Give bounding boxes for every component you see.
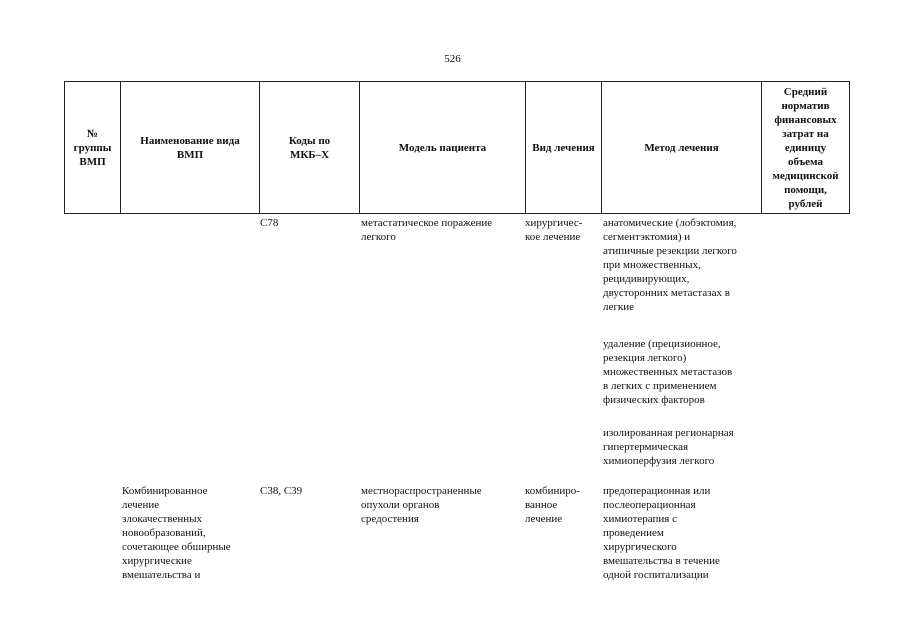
cell-text: Комбинированное xyxy=(122,485,208,497)
cell-text: множественных метастазов xyxy=(603,366,733,378)
cell-text: легкие xyxy=(603,301,634,313)
cell-text: сегментэктомия) и xyxy=(603,231,691,243)
cell-text: лечение xyxy=(525,513,563,525)
header-text: Наименование вида xyxy=(140,134,240,147)
header-average-cost xyxy=(762,82,850,214)
cell-text: вмешательства в течение xyxy=(603,555,720,567)
header-icd-codes xyxy=(260,82,360,214)
cell-text: злокачественных xyxy=(122,513,203,525)
treatment-method-block xyxy=(603,337,732,407)
cell-text: рецидивирующих, xyxy=(603,273,690,285)
cell-text: новообразований, xyxy=(122,527,206,539)
cell-text: хирургические xyxy=(122,555,192,567)
header-text: Средний xyxy=(783,85,828,98)
cell-text: одной госпитализации xyxy=(603,569,709,581)
cell-text: гипертермическая xyxy=(603,441,689,453)
header-treatment-method xyxy=(602,82,762,214)
treatment-type-cell xyxy=(525,216,582,244)
cell-text: хирургического xyxy=(603,541,677,553)
cell-text: при множественных, xyxy=(603,259,701,271)
cell-text: изолированная регионарная xyxy=(603,427,734,439)
header-text: рублей xyxy=(788,197,823,210)
cell-text: химиоперфузия легкого xyxy=(603,455,715,467)
header-text: группы xyxy=(73,141,112,154)
header-text: объема xyxy=(788,155,823,168)
cell-text: кое лечение xyxy=(525,231,581,243)
treatment-method-block xyxy=(603,484,720,582)
cell-text: проведением xyxy=(603,527,664,539)
header-text: затрат на xyxy=(782,127,829,140)
header-text: Вид лечения xyxy=(532,141,595,154)
cell-text: резекция легкого) xyxy=(603,352,687,364)
cell-text: вмешательства и xyxy=(122,569,201,581)
header-treatment-type xyxy=(526,82,602,214)
header-text: Метод лечения xyxy=(644,141,719,154)
cell-text: средостения xyxy=(361,513,419,525)
cell-text: легкого xyxy=(361,231,396,243)
icd-code: C38, C39 xyxy=(260,485,303,497)
patient-model-cell xyxy=(361,484,482,526)
header-group-number xyxy=(65,82,121,214)
icd-code-cell xyxy=(260,216,278,230)
cell-text: опухоли органов xyxy=(361,499,440,511)
cell-text: комбиниро- xyxy=(525,485,580,497)
header-text: Коды по xyxy=(288,134,331,147)
cell-text: предоперационная или xyxy=(603,485,711,497)
header-text: единицу xyxy=(784,141,827,154)
treatment-method-block xyxy=(603,426,734,468)
vmp-name-cell xyxy=(122,484,231,582)
cell-text: физических факторов xyxy=(603,394,705,406)
table-header xyxy=(64,81,850,214)
cell-text: в легких с применением xyxy=(603,380,717,392)
cell-text: атипичные резекции легкого xyxy=(603,245,737,257)
cell-text: ванное xyxy=(525,499,558,511)
cell-text: анатомические (лобэктомия, xyxy=(603,217,737,229)
cell-text: местнораспространенные xyxy=(361,485,482,497)
icd-code-cell xyxy=(260,484,302,498)
header-text: ВМП xyxy=(79,155,106,168)
treatment-type-cell xyxy=(525,484,580,526)
cell-text: хирургичес- xyxy=(525,217,583,229)
page-number: 526 xyxy=(444,53,461,65)
header-text: медицинской xyxy=(772,169,839,182)
cell-text: сочетающее обширные xyxy=(122,541,231,553)
cell-text: двусторонних метастазах в xyxy=(603,287,730,299)
header-vmp-name xyxy=(121,82,260,214)
cell-text: метастатическое поражение xyxy=(361,217,493,229)
patient-model-cell xyxy=(361,216,492,244)
header-text: № xyxy=(86,127,99,140)
header-text: норматив xyxy=(781,99,830,112)
header-text: МКБ–Х xyxy=(289,148,330,161)
cell-text: удаление (прецизионное, xyxy=(603,338,721,350)
icd-code: C78 xyxy=(260,217,279,229)
header-text: ВМП xyxy=(176,148,204,161)
header-text: помощи, xyxy=(784,183,827,196)
cell-text: химиотерапия с xyxy=(603,513,677,525)
header-patient-model xyxy=(360,82,526,214)
header-text: финансовых xyxy=(774,113,837,126)
cell-text: послеоперационная xyxy=(603,499,696,511)
cell-text: лечение xyxy=(122,499,160,511)
treatment-method-block xyxy=(603,216,737,314)
header-text: Модель пациента xyxy=(398,141,487,154)
